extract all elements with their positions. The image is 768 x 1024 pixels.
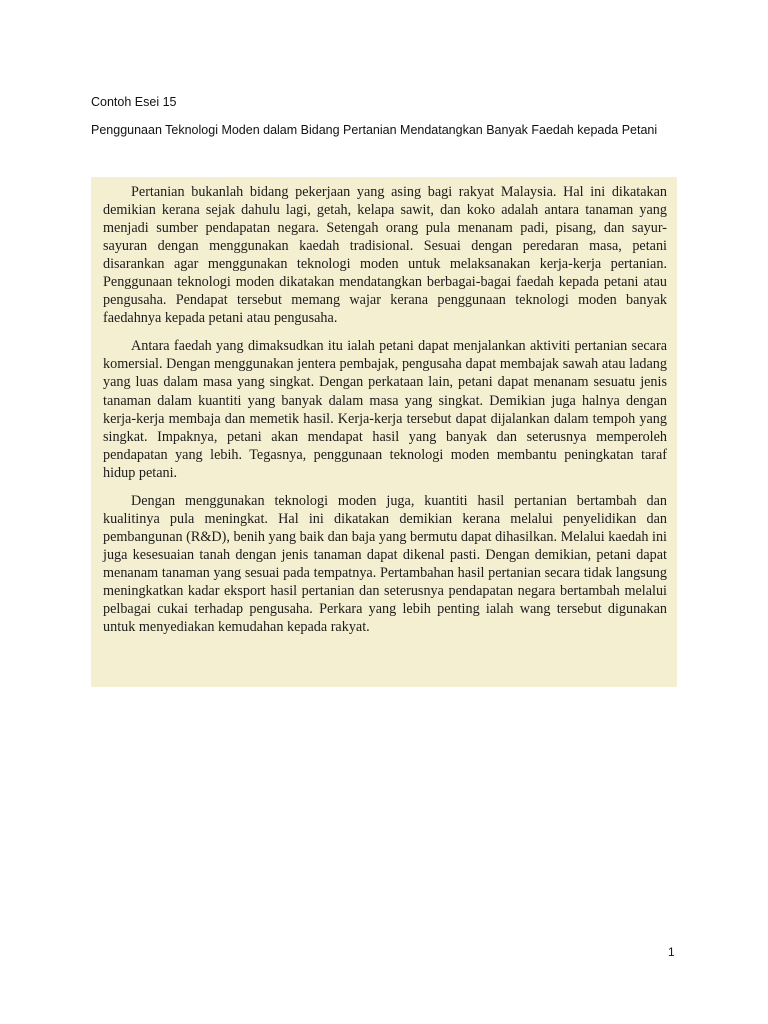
page-number: 1 [668, 945, 675, 959]
essay-paragraph-3: Dengan menggunakan teknologi moden juga, kuantiti hasil pertanian bertambah dan kualitinya pula meningkat. Hal ini dikatakan demikian kerana melalui penyelidikan dan pembangunan (R&D), benih yang baik dan baja yang bermutu dapat dihasilkan. Melalui kaedah ini juga kesesuaian tanah dengan jenis tanaman dapat dikenal pasti. Dengan demikian, petani dapat menanam tanaman yang sesuai pada tempatnya. Pertambahan hasil pertanian secara tidak langsung meningkatkan kadar eksport hasil pertanian dan seterusnya pendapatan negara bertambah melalui pelbagai cukai terhadap pengusaha. Perkara yang lebih penting ialah wang tersebut digunakan untuk menyediakan kemudahan kepada rakyat. [103, 492, 667, 636]
essay-title: Penggunaan Teknologi Moden dalam Bidang Pertanian Mendatangkan Banyak Faedah kepada Petani [91, 123, 658, 137]
essay-paragraph-2: Antara faedah yang dimaksudkan itu ialah petani dapat menjalankan aktiviti pertanian secara komersial. Dengan menggunakan jentera pembajak, pengusaha dapat membajak sawah atau ladang yang luas dalam masa yang singkat. Dengan perkataan lain, petani dapat menanam sesuatu jenis tanaman dalam kuantiti yang banyak dalam masa yang singkat. Demikian juga halnya dengan kerja-kerja membaja dan memetik hasil. Kerja-kerja tersebut dapat dijalankan dalam tempoh yang singkat. Impaknya, petani akan mendapat hasil yang banyak dan seterusnya memperoleh pendapatan yang lebih. Tegasnya, penggunaan teknologi moden membantu peningkatan taraf hidup petani. [103, 338, 667, 481]
scanned-essay-text [91, 177, 677, 687]
essay-paragraph-1: Pertanian bukanlah bidang pekerjaan yang asing bagi rakyat Malaysia. Hal ini dikatakan demikian kerana sejak dahulu lagi, getah, kelapa sawit, dan koko adalah antara tanaman yang menjadi sumber pendapatan negara. Setengah orang pula menanam padi, pisang, dan sayur-sayuran dengan menggunakan kaedah tradisional. Sesuai dengan peredaran masa, petani disarankan agar menggunakan teknologi moden untuk melaksanakan kerja-kerja pertanian. Penggunaan teknologi moden dikatakan mendatangkan berbagai-bagai faedah kepada petani atau pengusaha. Pendapat tersebut memang wajar kerana penggunaan teknologi moden banyak faedahnya kepada petani atau pengusaha. [103, 184, 667, 327]
essay-label: Contoh Esei 15 [91, 95, 177, 109]
